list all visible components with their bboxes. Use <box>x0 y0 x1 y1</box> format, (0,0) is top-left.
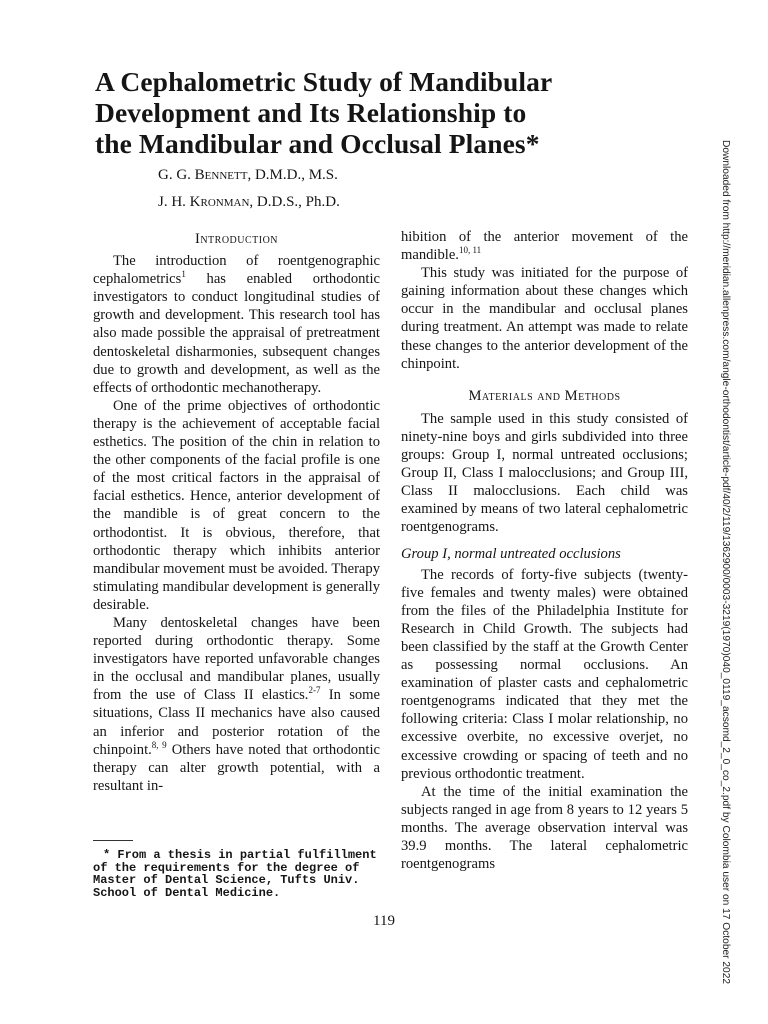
reference-marker: 10, 11 <box>458 245 482 256</box>
author-initials: J. H. <box>158 194 186 210</box>
page-number: 119 <box>373 913 395 929</box>
paragraph: This study was initiated for the purpose of gaining information about these changes which occur in the mandibular and occlusal planes during treatment. An attempt was made to relate these changes to the anterior development of the chinpoint. <box>401 265 688 372</box>
reference-marker: 1 <box>181 269 186 280</box>
reference-marker: 8, 9 <box>151 739 167 750</box>
subsection-heading-group1: Group I, normal untreated occlusions <box>401 545 621 562</box>
paragraph: The sample used in this study consisted of ninety-nine boys and girls subdivided into three groups: Group I, normal untreated occlusions; Group II, Class I malocclusions; and Group III, Class II malocclusions. Each child was examined by means of two lateral cephalometric roentgenograms. <box>401 410 688 536</box>
reference-marker: 2-7 <box>308 685 321 696</box>
title-line: Development and Its Relationship to <box>95 97 527 128</box>
download-watermark: Downloaded from http://meridian.allenpress.com/angle-orthodontist/article-pdf/40/2/119/1362900/0003-3219(1970)040_0119_acsomd_2_0_co_2.pdf by Colombia user on 17 October 2022 <box>720 140 731 985</box>
author-1 <box>158 166 338 184</box>
paragraph: The introduction of roentgenographic cephalometrics$^1$ has enabled orthodontic investigators to conduct longitudinal studies of growth and development. This research tool has also made possible the appraisal of pretreatment dentoskeletal disharmonies, subsequent changes due to growth and development, as well as the effects of orthodontic mechanotherapy. <box>93 253 380 396</box>
right-column <box>401 228 688 873</box>
title-line: the Mandibular and Occlusal Planes* <box>95 128 540 159</box>
paragraph: The records of forty-five subjects (twenty-five females and twenty males) were obtained from the files of the Philadelphia Institute for Research in Child Growth. The subjects had been classified by the staff at the Growth Center as possessing normal occlusions. An examination of plaster casts and cephalometric roentgenograms indicated that they met the following criteria: Class I molar relationship, no excessive overbite, no excessive overjet, no excessive crowding or spacing of teeth and no previous orthodontic treatment. <box>401 566 688 782</box>
paragraph: One of the prime objectives of orthodontic therapy is the achievement of acceptable facial esthetics. The position of the chin in relation to the other components of the facial profile is one of the most critical factors in the appraisal of facial esthetics. Hence, anterior development of the mandible is of great concern to the orthodontist. It is obvious, therefore, that orthodontic therapy which inhibits anterior mandibular movement must be avoided. Therapy stimulating mandibular development is generally desirable. <box>93 397 380 613</box>
author-degrees: , D.M.D., M.S. <box>247 167 338 183</box>
author-surname: Bennett <box>194 167 248 183</box>
left-column <box>93 228 380 795</box>
section-heading-materials: Materials and Methods <box>468 387 621 404</box>
section-heading-introduction: Introduction <box>194 231 279 247</box>
author-initials: G. G. <box>158 167 191 183</box>
footnote: * From a thesis in partial fulfillment of the requirements for the degree of Master of Dental Science, Tufts Univ. School of Dental Medicine. <box>93 848 377 900</box>
footnote-divider <box>93 840 133 841</box>
author-2 <box>158 193 340 211</box>
paragraph: Many dentoskeletal changes have been reported during orthodontic therapy. Some investigators have reported unfavorable changes in the occlusal and mandibular planes, usually from the use of Class II elastics.$^{2-7}$ In some situations, Class II mechanics have also caused an inferior and posterior rotation of the chinpoint.$^{8, 9}$ Others have noted that orthodontic therapy can alter growth potential, with a resultant in- <box>93 614 380 794</box>
paragraph: At the time of the initial examination the subjects ranged in age from 8 years to 12 years 5 months. The average observation interval was 39.9 months. The lateral cephalometric roentgenograms <box>401 783 688 873</box>
title-line: A Cephalometric Study of Mandibular <box>95 66 553 97</box>
author-degrees: , D.D.S., Ph.D. <box>249 194 340 210</box>
paragraph: hibition of the anterior movement of the mandible.$^{10, 11}$ <box>401 229 688 264</box>
author-surname: Kronman <box>189 194 250 210</box>
article-title <box>95 66 655 159</box>
